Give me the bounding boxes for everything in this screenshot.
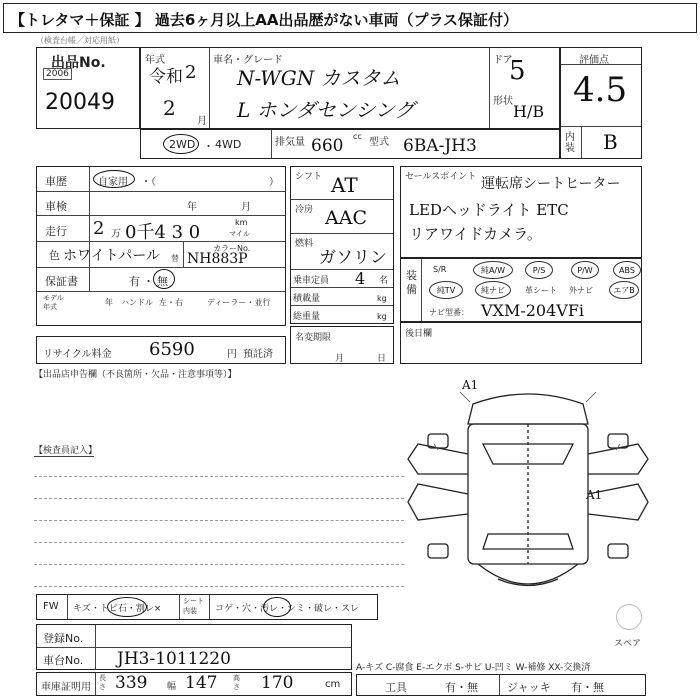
equip-item-tv: 純TV bbox=[429, 281, 463, 299]
fw-row bbox=[36, 594, 378, 620]
navi-model: VXM-204VFi bbox=[481, 301, 585, 320]
car-name: N-WGN カスタム bbox=[237, 66, 401, 90]
diagram-mark-side: A1 bbox=[586, 488, 603, 502]
sales-label: セールスポイント bbox=[405, 172, 477, 182]
shape-value: H/B bbox=[513, 102, 545, 121]
color-label: 色 bbox=[49, 249, 60, 262]
width-value: 147 bbox=[185, 673, 218, 693]
modelyear-handle: ハンドル bbox=[121, 298, 153, 307]
legend-text: A-キズ C-腐食 E-エクボ S-サビ U-凹ミ W-補修 XX-交換済 bbox=[356, 663, 591, 673]
lot-label: 出品No. bbox=[51, 55, 106, 71]
cert-box bbox=[36, 672, 352, 696]
mileage-mile: マイル bbox=[229, 230, 250, 238]
seat-items: コゲ・穴・汚レ・シミ・破レ・スレ bbox=[215, 604, 360, 614]
fw-circle bbox=[107, 597, 147, 617]
reg-change-day: 日 bbox=[377, 354, 387, 364]
equip-item-ps: P/S bbox=[525, 261, 553, 279]
shift-label: シフト bbox=[295, 172, 323, 182]
ac-label: 冷房 bbox=[295, 205, 314, 215]
year-label: 年式 bbox=[145, 55, 165, 66]
inspection-label: 車検 bbox=[45, 200, 67, 213]
equip-item-sr: S/R bbox=[433, 265, 447, 274]
reg-box bbox=[36, 624, 352, 670]
year-era: 令和 bbox=[149, 67, 183, 87]
recycle-label: リサイクル料金 bbox=[43, 349, 112, 360]
color-code: NH883P bbox=[187, 251, 248, 267]
inspection-month-unit: 月 bbox=[241, 202, 251, 213]
equip-item-pw: P/W bbox=[571, 261, 599, 279]
car-diagram bbox=[398, 384, 658, 624]
displacement-value: 660 bbox=[311, 136, 344, 156]
score-value: 4.5 bbox=[573, 70, 628, 110]
length-value: 339 bbox=[115, 673, 148, 693]
inspector-underline bbox=[34, 456, 94, 457]
chassis-value: JH3-1011220 bbox=[117, 649, 231, 669]
reg-change-label: 名変期限 bbox=[295, 333, 332, 343]
sales-box bbox=[400, 166, 642, 258]
color-code-label: カラーNo. bbox=[213, 244, 251, 253]
drive-4wd: 4WD bbox=[215, 138, 242, 151]
modelyear-label2: 年式 bbox=[43, 303, 57, 311]
mileage-label: 走行 bbox=[45, 225, 67, 238]
fw-label: FW bbox=[43, 601, 59, 612]
modelyear-year: 年 bbox=[105, 298, 113, 307]
car-grade: L ホンダセンシング bbox=[237, 98, 415, 122]
lot-box bbox=[36, 47, 140, 129]
height-label: 高さ bbox=[233, 674, 240, 691]
seller-notes-label: 【出品店申告欄（不良箇所・欠品・注意事項等）】 bbox=[34, 370, 237, 380]
after-box bbox=[400, 322, 642, 364]
inspector-label: 【検査員記入】 bbox=[34, 446, 98, 456]
color-side: 替 bbox=[171, 254, 179, 263]
car-label: 車名・グレード bbox=[213, 55, 283, 66]
top-info-box bbox=[140, 47, 560, 129]
equip-item-aw: 純A/W bbox=[473, 261, 513, 279]
drive-row bbox=[140, 129, 560, 159]
tools-box bbox=[356, 674, 646, 696]
diagram-mark-front: A1 bbox=[462, 378, 479, 392]
equip-item-abs: ABS bbox=[613, 261, 641, 279]
spare-label: スペア bbox=[614, 639, 642, 649]
capacity-value: 4 bbox=[355, 269, 366, 288]
month-unit: 月 bbox=[197, 116, 207, 127]
details-box bbox=[36, 166, 286, 326]
seat-circle bbox=[263, 597, 291, 617]
subheader-label: （検査台帳／対応用紙） bbox=[36, 36, 124, 45]
reg-change-month: 月 bbox=[335, 354, 345, 364]
width-label: 幅 bbox=[167, 682, 177, 692]
shift-value: AT bbox=[331, 173, 358, 197]
load-label: 積載量 bbox=[293, 294, 321, 304]
capacity-unit: 名 bbox=[379, 276, 389, 286]
drive-sep: ・ bbox=[203, 140, 214, 153]
fw-items: キズ・トビ石・割レ× bbox=[73, 604, 162, 614]
spec-box bbox=[290, 166, 394, 324]
mileage-km: km bbox=[235, 218, 248, 227]
color-value: ホワイトパール bbox=[63, 248, 161, 264]
year-month: 2 bbox=[163, 96, 176, 120]
weight-label: 総重量 bbox=[293, 312, 321, 322]
length-label: 長さ bbox=[99, 674, 106, 691]
capacity-label: 乗車定員 bbox=[293, 276, 330, 286]
tools-value: 有・無 bbox=[445, 681, 478, 694]
doors-label: ドア bbox=[493, 55, 513, 66]
history-dot: ・（ bbox=[141, 177, 156, 188]
height-value: 170 bbox=[261, 673, 294, 693]
lot-tag: 2006 bbox=[43, 68, 72, 80]
seat-label: シート 内装 bbox=[183, 597, 204, 615]
reg-label: 登録No. bbox=[43, 632, 84, 645]
drive-2wd: 2WD bbox=[169, 138, 196, 151]
history-close: ） bbox=[269, 177, 279, 188]
chassis-label: 車台No. bbox=[43, 654, 84, 667]
reg-change-box bbox=[290, 326, 394, 364]
cc-label: cc bbox=[353, 132, 362, 141]
lot-number: 20049 bbox=[45, 90, 115, 115]
fuel-label: 燃料 bbox=[295, 239, 314, 249]
score-label: 評価点 bbox=[579, 55, 609, 66]
jack-label: ジャッキ bbox=[507, 681, 551, 694]
cert-cm: cm bbox=[325, 679, 341, 690]
sales-line2: LEDヘッドライト ETC bbox=[409, 201, 569, 219]
after-label: 後日欄 bbox=[405, 329, 433, 339]
modelyear-lr: 左・右 bbox=[159, 298, 183, 307]
modelyear-label1: モデル bbox=[43, 294, 64, 302]
recycle-note: 預託済 bbox=[243, 349, 273, 360]
banner-text: 【トレタマ＋保証 】 過去6ヶ月以上AA出品歴がない車両（プラス保証付） bbox=[10, 11, 519, 29]
model-value: 6BA-JH3 bbox=[403, 136, 477, 156]
history-value: 自家用 bbox=[98, 177, 128, 188]
load-unit: kg bbox=[377, 294, 387, 303]
warranty-label: 保証書 bbox=[45, 275, 78, 288]
year-value: 2 bbox=[185, 62, 197, 83]
displacement-label: 排気量 bbox=[275, 137, 305, 148]
spare-circle bbox=[616, 604, 642, 630]
warranty-yes: 有 bbox=[129, 275, 140, 288]
recycle-value: 6590 bbox=[149, 339, 195, 360]
inspection-year-unit: 年 bbox=[187, 202, 197, 213]
sales-line1: 運転席シートヒーター bbox=[481, 176, 621, 192]
model-label: 型式 bbox=[369, 137, 389, 148]
equipment-box bbox=[400, 258, 642, 322]
mileage-man-unit: 万 bbox=[111, 229, 121, 240]
sales-line3: リアワイドカメラ。 bbox=[409, 225, 542, 243]
mileage-value: 0千4 3 0 bbox=[125, 222, 201, 243]
jack-value: 有・無 bbox=[571, 681, 604, 694]
modelyear-dealer: ディーラー・並行 bbox=[207, 298, 271, 307]
cert-label: 車庫証明用 bbox=[41, 682, 91, 693]
history-label: 車歴 bbox=[45, 175, 67, 188]
warranty-no: 無 bbox=[157, 275, 168, 288]
weight-unit: kg bbox=[377, 312, 387, 321]
recycle-box bbox=[36, 336, 286, 364]
equip-item-navi: 純ナビ bbox=[475, 281, 511, 299]
recycle-unit: 円 bbox=[227, 349, 237, 360]
equip-item-airbag: エアB bbox=[609, 281, 639, 299]
score-box bbox=[560, 47, 642, 159]
interior-label: 内装 bbox=[565, 132, 575, 154]
doors-value: 5 bbox=[509, 56, 526, 86]
mileage-man: 2 bbox=[93, 218, 105, 239]
tools-label: 工具 bbox=[385, 681, 407, 694]
shape-label: 形状 bbox=[493, 96, 513, 107]
navi-label: ナビ型番： bbox=[429, 308, 469, 317]
equipment-label: 装備 bbox=[406, 269, 417, 296]
equip-item-extnavi: 外ナビ bbox=[569, 286, 593, 295]
header-banner bbox=[3, 3, 697, 33]
equip-item-leather: 革シート bbox=[525, 286, 557, 295]
interior-value: B bbox=[603, 130, 618, 154]
warranty-sep: ・ bbox=[143, 275, 154, 288]
ac-value: AAC bbox=[325, 207, 367, 229]
fuel-value: ガソリン bbox=[319, 248, 387, 268]
